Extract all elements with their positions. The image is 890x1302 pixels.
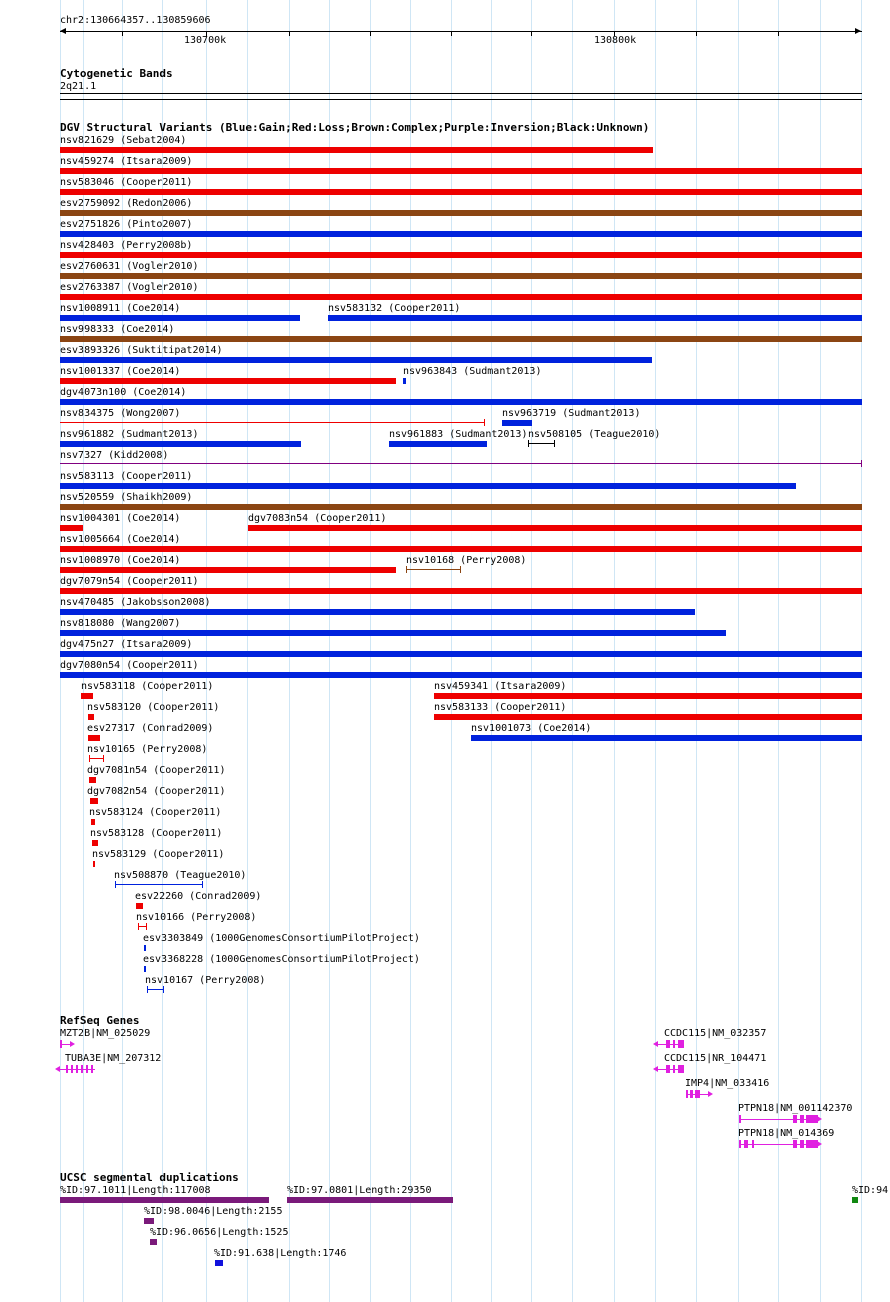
- segdup-feature[interactable]: [287, 1197, 453, 1203]
- track-title: RefSeq Genes: [60, 1014, 140, 1027]
- variant-feature[interactable]: [60, 315, 300, 321]
- variant-label[interactable]: esv2760631 (Vogler2010): [60, 261, 199, 272]
- variant-label[interactable]: nsv998333 (Coe2014): [60, 324, 175, 335]
- gene-exon: [744, 1140, 748, 1148]
- variant-label[interactable]: nsv583133 (Cooper2011): [434, 702, 567, 713]
- variant-label[interactable]: nsv583113 (Cooper2011): [60, 471, 193, 482]
- variant-feature[interactable]: [60, 504, 862, 510]
- variant-feature[interactable]: [60, 399, 862, 405]
- variant-label[interactable]: nsv583132 (Cooper2011): [328, 303, 461, 314]
- variant-label[interactable]: nsv10166 (Perry2008): [136, 912, 257, 923]
- variant-feature[interactable]: [90, 798, 98, 804]
- variant-feature[interactable]: [60, 609, 695, 615]
- gene-exon: [91, 1065, 93, 1073]
- variant-label[interactable]: dgv7083n54 (Cooper2011): [248, 513, 387, 524]
- variant-feature[interactable]: [89, 777, 96, 783]
- variant-feature[interactable]: [88, 714, 94, 720]
- gene-label[interactable]: MZT2B|NM_025029: [60, 1028, 151, 1039]
- gene-exon: [666, 1065, 670, 1073]
- strand-left-arrow-icon: [653, 1066, 658, 1072]
- variant-label[interactable]: nsv961882 (Sudmant2013): [60, 429, 199, 440]
- variant-feature[interactable]: [60, 189, 862, 195]
- variant-label[interactable]: nsv520559 (Shaikh2009): [60, 492, 193, 503]
- cytoband-label: 2q21.1: [60, 81, 97, 92]
- strand-left-arrow-icon: [55, 1066, 60, 1072]
- gene-exon: [800, 1115, 804, 1123]
- variant-feature[interactable]: [60, 525, 83, 531]
- variant-end-cap: [406, 566, 407, 573]
- ruler-right-arrow-icon[interactable]: [855, 28, 861, 34]
- variant-feature[interactable]: [91, 819, 95, 825]
- variant-feature[interactable]: [60, 463, 862, 464]
- variant-end-cap: [146, 923, 147, 930]
- variant-end-cap: [138, 923, 139, 930]
- gene-exon: [752, 1140, 754, 1148]
- variant-feature[interactable]: [60, 567, 396, 573]
- variant-label[interactable]: nsv508105 (Teague2010): [528, 429, 661, 440]
- variant-feature[interactable]: [92, 840, 98, 846]
- variant-label[interactable]: nsv1004301 (Coe2014): [60, 513, 181, 524]
- gene-label[interactable]: CCDC115|NR_104471: [664, 1053, 767, 1064]
- variant-label[interactable]: nsv508870 (Teague2010): [114, 870, 247, 881]
- variant-end-cap: [484, 419, 485, 426]
- strand-left-arrow-icon: [653, 1041, 658, 1047]
- ruler-axis: [60, 31, 862, 32]
- variant-label[interactable]: esv2759092 (Redon2006): [60, 198, 193, 209]
- gene-exon: [673, 1040, 675, 1048]
- segdup-feature[interactable]: [150, 1239, 157, 1245]
- variant-end-cap: [115, 881, 116, 888]
- gene-exon: [86, 1065, 88, 1073]
- variant-label[interactable]: nsv428403 (Perry2008b): [60, 240, 193, 251]
- segdup-label[interactable]: %ID:91.638|Length:1746: [214, 1248, 347, 1259]
- variant-feature[interactable]: [144, 945, 146, 951]
- strand-right-arrow-icon: [70, 1041, 75, 1047]
- variant-feature[interactable]: [88, 735, 100, 741]
- variant-label[interactable]: esv22260 (Conrad2009): [135, 891, 262, 902]
- gene-exon: [71, 1065, 73, 1073]
- gene-exon: [66, 1065, 68, 1073]
- variant-label[interactable]: nsv583120 (Cooper2011): [87, 702, 220, 713]
- variant-feature[interactable]: [60, 441, 301, 447]
- variant-label[interactable]: nsv818080 (Wang2007): [60, 618, 181, 629]
- gene-exon: [793, 1140, 797, 1148]
- gene-exon: [739, 1115, 741, 1123]
- variant-label[interactable]: nsv821629 (Sebat2004): [60, 135, 187, 146]
- variant-end-cap: [554, 440, 555, 447]
- variant-label[interactable]: esv3893326 (Suktitipat2014): [60, 345, 223, 356]
- variant-feature[interactable]: [138, 926, 147, 927]
- variant-feature[interactable]: [248, 525, 862, 531]
- ruler-tick: [531, 31, 532, 36]
- variant-feature[interactable]: [502, 420, 532, 426]
- variant-label[interactable]: nsv1008970 (Coe2014): [60, 555, 181, 566]
- variant-feature[interactable]: [434, 714, 862, 720]
- variant-label[interactable]: dgv4073n100 (Coe2014): [60, 387, 187, 398]
- variant-label[interactable]: nsv961883 (Sudmant2013): [389, 429, 528, 440]
- segdup-label[interactable]: %ID:94: [852, 1185, 889, 1196]
- gene-exon: [81, 1065, 83, 1073]
- variant-end-cap: [861, 460, 862, 467]
- variant-feature[interactable]: [93, 861, 95, 867]
- variant-label[interactable]: esv3368228 (1000GenomesConsortiumPilotProject): [143, 954, 420, 965]
- segdup-feature[interactable]: [60, 1197, 269, 1203]
- variant-label[interactable]: esv27317 (Conrad2009): [87, 723, 214, 734]
- variant-feature[interactable]: [60, 422, 485, 423]
- variant-end-cap: [528, 440, 529, 447]
- segdup-label[interactable]: %ID:97.0801|Length:29350: [287, 1185, 432, 1196]
- gene-label[interactable]: IMP4|NM_033416: [685, 1078, 770, 1089]
- variant-label[interactable]: nsv10165 (Perry2008): [87, 744, 208, 755]
- variant-label[interactable]: nsv1001337 (Coe2014): [60, 366, 181, 377]
- variant-label[interactable]: nsv583118 (Cooper2011): [81, 681, 214, 692]
- variant-feature[interactable]: [389, 441, 487, 447]
- ruler-tick: [289, 31, 290, 36]
- variant-label[interactable]: nsv1005664 (Coe2014): [60, 534, 181, 545]
- variant-end-cap: [163, 986, 164, 993]
- segdup-label[interactable]: %ID:98.0046|Length:2155: [144, 1206, 283, 1217]
- track-title: DGV Structural Variants (Blue:Gain;Red:Loss;Brown:Complex;Purple:Inversion;Black:Unknown): [60, 121, 650, 134]
- variant-end-cap: [147, 986, 148, 993]
- variant-end-cap: [89, 755, 90, 762]
- variant-feature[interactable]: [60, 168, 862, 174]
- variant-feature[interactable]: [60, 231, 862, 237]
- cytoband-line: [60, 99, 862, 100]
- gene-label[interactable]: CCDC115|NM_032357: [664, 1028, 767, 1039]
- variant-feature[interactable]: [328, 315, 862, 321]
- variant-end-cap: [202, 881, 203, 888]
- ruler-tick: [696, 31, 697, 36]
- gene-exon: [76, 1065, 78, 1073]
- variant-label[interactable]: nsv10167 (Perry2008): [145, 975, 266, 986]
- gene-label[interactable]: PTPN18|NM_014369: [738, 1128, 835, 1139]
- gene-exon: [678, 1040, 684, 1048]
- segdup-label[interactable]: %ID:97.1011|Length:117008: [60, 1185, 211, 1196]
- gene-label[interactable]: TUBA3E|NM_207312: [65, 1053, 162, 1064]
- variant-label[interactable]: nsv583129 (Cooper2011): [92, 849, 225, 860]
- gene-exon: [686, 1090, 688, 1098]
- variant-feature[interactable]: [60, 630, 726, 636]
- variant-label[interactable]: nsv963719 (Sudmant2013): [502, 408, 641, 419]
- ruler-tick-label: 130700k: [184, 35, 227, 46]
- variant-feature[interactable]: [115, 884, 203, 885]
- region-label: chr2:130664357..130859606: [60, 15, 211, 26]
- gene-exon: [793, 1115, 797, 1123]
- ruler-tick: [370, 31, 371, 36]
- variant-feature[interactable]: [60, 336, 862, 342]
- variant-label[interactable]: nsv583128 (Cooper2011): [90, 828, 223, 839]
- strand-right-arrow-icon: [817, 1141, 822, 1147]
- variant-label[interactable]: nsv459341 (Itsara2009): [434, 681, 567, 692]
- variant-feature[interactable]: [144, 966, 146, 972]
- gene-exon: [673, 1065, 675, 1073]
- variant-feature[interactable]: [147, 989, 164, 990]
- ruler-tick: [778, 31, 779, 36]
- variant-feature[interactable]: [60, 672, 862, 678]
- variant-label[interactable]: dgv475n27 (Itsara2009): [60, 639, 193, 650]
- segdup-label[interactable]: %ID:96.0656|Length:1525: [150, 1227, 289, 1238]
- variant-label[interactable]: nsv1008911 (Coe2014): [60, 303, 181, 314]
- gene-exon: [695, 1090, 700, 1098]
- variant-label[interactable]: dgv7082n54 (Cooper2011): [87, 786, 226, 797]
- ruler-tick-label: 130800k: [594, 35, 637, 46]
- variant-feature[interactable]: [60, 651, 862, 657]
- variant-feature[interactable]: [60, 483, 796, 489]
- variant-feature[interactable]: [406, 569, 461, 570]
- variant-feature[interactable]: [60, 294, 862, 300]
- variant-feature[interactable]: [89, 758, 104, 759]
- variant-label[interactable]: nsv459274 (Itsara2009): [60, 156, 193, 167]
- gene-exon: [690, 1090, 693, 1098]
- variant-label[interactable]: nsv10168 (Perry2008): [406, 555, 527, 566]
- variant-label[interactable]: nsv7327 (Kidd2008): [60, 450, 169, 461]
- variant-feature[interactable]: [528, 443, 555, 444]
- variant-feature[interactable]: [434, 693, 862, 699]
- variant-label[interactable]: dgv7081n54 (Cooper2011): [87, 765, 226, 776]
- gene-exon: [60, 1040, 62, 1048]
- variant-feature[interactable]: [136, 903, 143, 909]
- segdup-feature[interactable]: [215, 1260, 223, 1266]
- track-title: Cytogenetic Bands: [60, 67, 173, 80]
- variant-label[interactable]: dgv7080n54 (Cooper2011): [60, 660, 199, 671]
- ruler-tick: [122, 31, 123, 36]
- variant-label[interactable]: esv2751826 (Pinto2007): [60, 219, 193, 230]
- variant-label[interactable]: esv3303849 (1000GenomesConsortiumPilotProject): [143, 933, 420, 944]
- variant-label[interactable]: dgv7079n54 (Cooper2011): [60, 576, 199, 587]
- variant-feature[interactable]: [60, 273, 862, 279]
- variant-feature[interactable]: [60, 252, 862, 258]
- segdup-feature[interactable]: [852, 1197, 858, 1203]
- variant-feature[interactable]: [81, 693, 93, 699]
- track-title: UCSC segmental duplications: [60, 1171, 239, 1184]
- variant-feature[interactable]: [60, 210, 862, 216]
- strand-right-arrow-icon: [817, 1116, 822, 1122]
- strand-right-arrow-icon: [708, 1091, 713, 1097]
- variant-feature[interactable]: [60, 357, 652, 363]
- ruler-tick: [451, 31, 452, 36]
- variant-feature[interactable]: [60, 147, 653, 153]
- variant-feature[interactable]: [60, 588, 862, 594]
- variant-label[interactable]: nsv834375 (Wong2007): [60, 408, 181, 419]
- variant-end-cap: [103, 755, 104, 762]
- gene-exon: [800, 1140, 804, 1148]
- variant-label[interactable]: nsv1001073 (Coe2014): [471, 723, 592, 734]
- gene-exon: [666, 1040, 670, 1048]
- variant-label[interactable]: esv2763387 (Vogler2010): [60, 282, 199, 293]
- segdup-feature[interactable]: [144, 1218, 154, 1224]
- variant-label[interactable]: nsv963843 (Sudmant2013): [403, 366, 542, 377]
- variant-feature[interactable]: [60, 546, 862, 552]
- gene-exon: [739, 1140, 741, 1148]
- cytoband-line: [60, 93, 862, 94]
- variant-end-cap: [460, 566, 461, 573]
- variant-label[interactable]: nsv583046 (Cooper2011): [60, 177, 193, 188]
- variant-feature[interactable]: [471, 735, 862, 741]
- variant-label[interactable]: nsv470485 (Jakobsson2008): [60, 597, 211, 608]
- variant-feature[interactable]: [60, 378, 396, 384]
- variant-feature[interactable]: [403, 378, 406, 384]
- gene-label[interactable]: PTPN18|NM_001142370: [738, 1103, 853, 1114]
- gene-exon: [678, 1065, 684, 1073]
- variant-label[interactable]: nsv583124 (Cooper2011): [89, 807, 222, 818]
